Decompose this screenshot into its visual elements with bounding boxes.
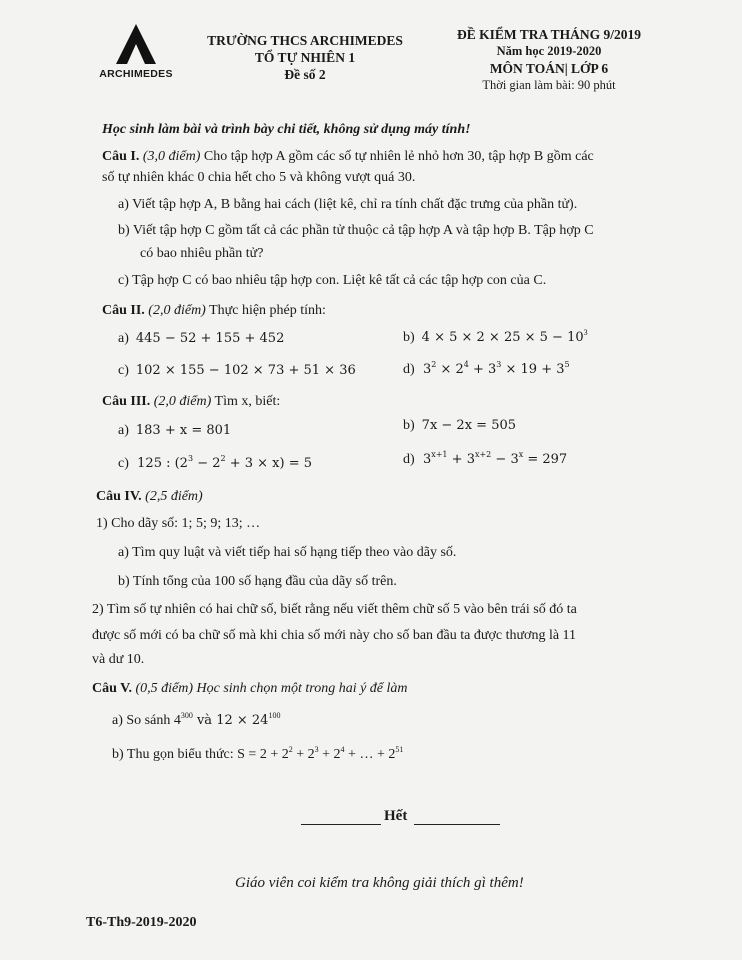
q1-part-b-line1: b) Viết tập hợp C gồm tất cả các phần tử thuộc cả tập hợp A và tập hợp B. Tập hợp C — [118, 223, 594, 238]
q2-stem — [102, 303, 326, 319]
q5-b-term: + 2 — [318, 747, 341, 762]
q2-d-term: 3 — [422, 362, 432, 377]
q5-stem — [92, 681, 408, 697]
exam-info — [434, 26, 664, 94]
q2-d-term: × 19 + 3 — [501, 362, 565, 377]
q5-a-exp: 300 — [180, 711, 193, 720]
q3-b-label: b) — [403, 418, 415, 433]
q5-b-exp: 2 — [288, 745, 293, 754]
q1-label: Câu I. — [102, 149, 140, 164]
q2-c — [118, 363, 356, 379]
q3-d-term: − 3 — [491, 452, 519, 467]
q5-a-exp: 100 — [268, 711, 281, 720]
q3-b — [403, 418, 516, 434]
q2-d-exp: 2 — [431, 360, 437, 369]
q5-a-text: a) So sánh 4 — [112, 713, 181, 728]
q4-part1b: b) Tính tổng của 100 số hạng đầu của dãy số trên. — [118, 574, 397, 589]
q1-part-b-line2: có bao nhiêu phần tử? — [140, 246, 264, 261]
q5-points: (0,5 điểm) — [135, 681, 193, 696]
q3-stem — [102, 394, 280, 410]
q2-stem-text: Thực hiện phép tính: — [209, 303, 326, 318]
footer-note: Giáo viên coi kiểm tra không giải thích gì thêm! — [235, 875, 524, 891]
q3-stem-text: Tìm x, biết: — [214, 394, 281, 409]
q5-b-term: + 2 — [292, 747, 315, 762]
q3-c-exp: 2 — [220, 454, 226, 463]
q3-c-exp: 3 — [187, 454, 194, 463]
q2-b-expr: 4 × 5 × 2 × 25 × 5 − 10 — [421, 330, 584, 345]
q2-points: (2,0 điểm) — [148, 303, 206, 318]
end-rule-right — [414, 824, 500, 825]
q3-points: (2,0 điểm) — [153, 394, 212, 409]
exam-code: Đề số 2 — [284, 67, 326, 82]
q4-part2-line2: được số mới có ba chữ số mà khi chia số mới này cho số ban đầu ta được thương là 11 — [92, 628, 577, 643]
q4-stem — [96, 489, 203, 505]
q3-d-label: d) — [403, 452, 415, 467]
q3-c-term: 125 : (2 — [137, 456, 188, 471]
end-mark: Hết — [384, 808, 408, 824]
q2-b-exp: 3 — [583, 328, 588, 337]
q1-part-c: c) Tập hợp C có bao nhiêu tập hợp con. Liệt kê tất cả các tập hợp con của C. — [118, 273, 547, 288]
q3-label: Câu III. — [102, 394, 151, 409]
q3-b-expr: 7x − 2x = 505 — [421, 418, 517, 433]
q5-b — [112, 747, 403, 763]
q1-stem: Cho tập hợp A gồm các số tự nhiên lẻ nhỏ hơn 30, tập hợp B gồm các — [203, 149, 594, 164]
group-name: TỔ TỰ NHIÊN 1 — [254, 50, 356, 65]
q5-b-term: + … + 2 — [344, 747, 396, 762]
q2-d — [403, 362, 570, 378]
q1-points: (3,0 điểm) — [142, 149, 201, 164]
q1-part-a: a) Viết tập hợp A, B bằng hai cách (liệt kê, chỉ ra tính chất đặc trưng của phần tử). — [118, 197, 578, 212]
q3-a — [118, 423, 231, 439]
q3-d-term: = 297 — [523, 452, 568, 467]
q2-b — [403, 330, 588, 346]
q2-a-label: a) — [118, 331, 129, 346]
q2-a — [118, 331, 284, 347]
q3-d-exp: x+1 — [431, 450, 448, 459]
q2-label: Câu II. — [102, 303, 145, 318]
q5-b-text: b) Thu gọn biểu thức: S = 2 + 2 — [112, 747, 289, 762]
q5-stem-text: Học sinh chọn một trong hai ý để làm — [196, 681, 408, 696]
q2-c-expr: 102 × 155 − 102 × 73 + 51 × 36 — [135, 363, 356, 378]
q1-stem-line1 — [102, 149, 594, 165]
q3-d-term: 3 — [422, 452, 432, 467]
q5-label: Câu V. — [92, 681, 132, 696]
instruction: Học sinh làm bài và trình bày chi tiết, không sử dụng máy tính! — [102, 122, 471, 137]
q3-a-label: a) — [118, 423, 129, 438]
duration: Thời gian làm bài: 90 phút — [482, 78, 616, 92]
q2-d-label: d) — [403, 362, 415, 377]
q4-part2-line1: 2) Tìm số tự nhiên có hai chữ số, biết rằng nếu viết thêm chữ số 5 vào bên trái số đó ta — [92, 602, 577, 617]
q4-label: Câu IV. — [96, 489, 142, 504]
q5-b-exp: 4 — [340, 745, 345, 754]
q5-a-term: và 12 × 24 — [192, 713, 269, 728]
q2-d-term: + 3 — [468, 362, 497, 377]
q3-d — [403, 452, 567, 468]
q4-part2-line3: và dư 10. — [92, 652, 145, 667]
q3-d-exp: x+2 — [474, 450, 492, 459]
q3-c-term: − 2 — [193, 456, 221, 471]
end-rule-left — [301, 824, 381, 825]
q3-d-exp: x — [518, 450, 524, 459]
q3-c-label: c) — [118, 456, 129, 471]
logo-text: ARCHIMEDES — [99, 68, 173, 80]
school-block — [192, 32, 418, 83]
q2-d-exp: 5 — [564, 360, 570, 369]
q3-c — [118, 456, 312, 472]
q2-d-exp: 4 — [463, 360, 469, 369]
q4-points: (2,5 điểm) — [145, 489, 203, 504]
doc-code: T6-Th9-2019-2020 — [86, 915, 197, 930]
subject: MÔN TOÁN| LỚP 6 — [489, 61, 609, 76]
q4-part1a: a) Tìm quy luật và viết tiếp hai số hạng tiếp theo vào dãy số. — [118, 545, 457, 560]
school-year: Năm học 2019-2020 — [496, 44, 602, 58]
q3-c-term: + 3 × x) = 5 — [225, 456, 313, 471]
archimedes-logo — [88, 22, 184, 84]
q2-c-label: c) — [118, 363, 129, 378]
q2-d-exp: 3 — [496, 360, 502, 369]
q1-stem-line2: số tự nhiên khác 0 chia hết cho 5 và không vượt quá 30. — [102, 170, 416, 185]
q4-part1: 1) Cho dãy số: 1; 5; 9; 13; … — [96, 516, 261, 531]
q3-a-expr: 183 + x = 801 — [135, 423, 232, 438]
logo-a-icon — [114, 22, 158, 66]
school-name: TRƯỜNG THCS ARCHIMEDES — [207, 33, 403, 48]
q2-b-label: b) — [403, 330, 415, 345]
q5-b-exp: 51 — [395, 745, 404, 754]
q5-a — [112, 713, 280, 729]
q5-b-exp: 3 — [314, 745, 319, 754]
q2-d-term: × 2 — [436, 362, 464, 377]
exam-title: ĐỀ KIỂM TRA THÁNG 9/2019 — [456, 27, 642, 42]
q2-a-expr: 445 − 52 + 155 + 452 — [135, 331, 285, 346]
q3-d-term: + 3 — [447, 452, 475, 467]
